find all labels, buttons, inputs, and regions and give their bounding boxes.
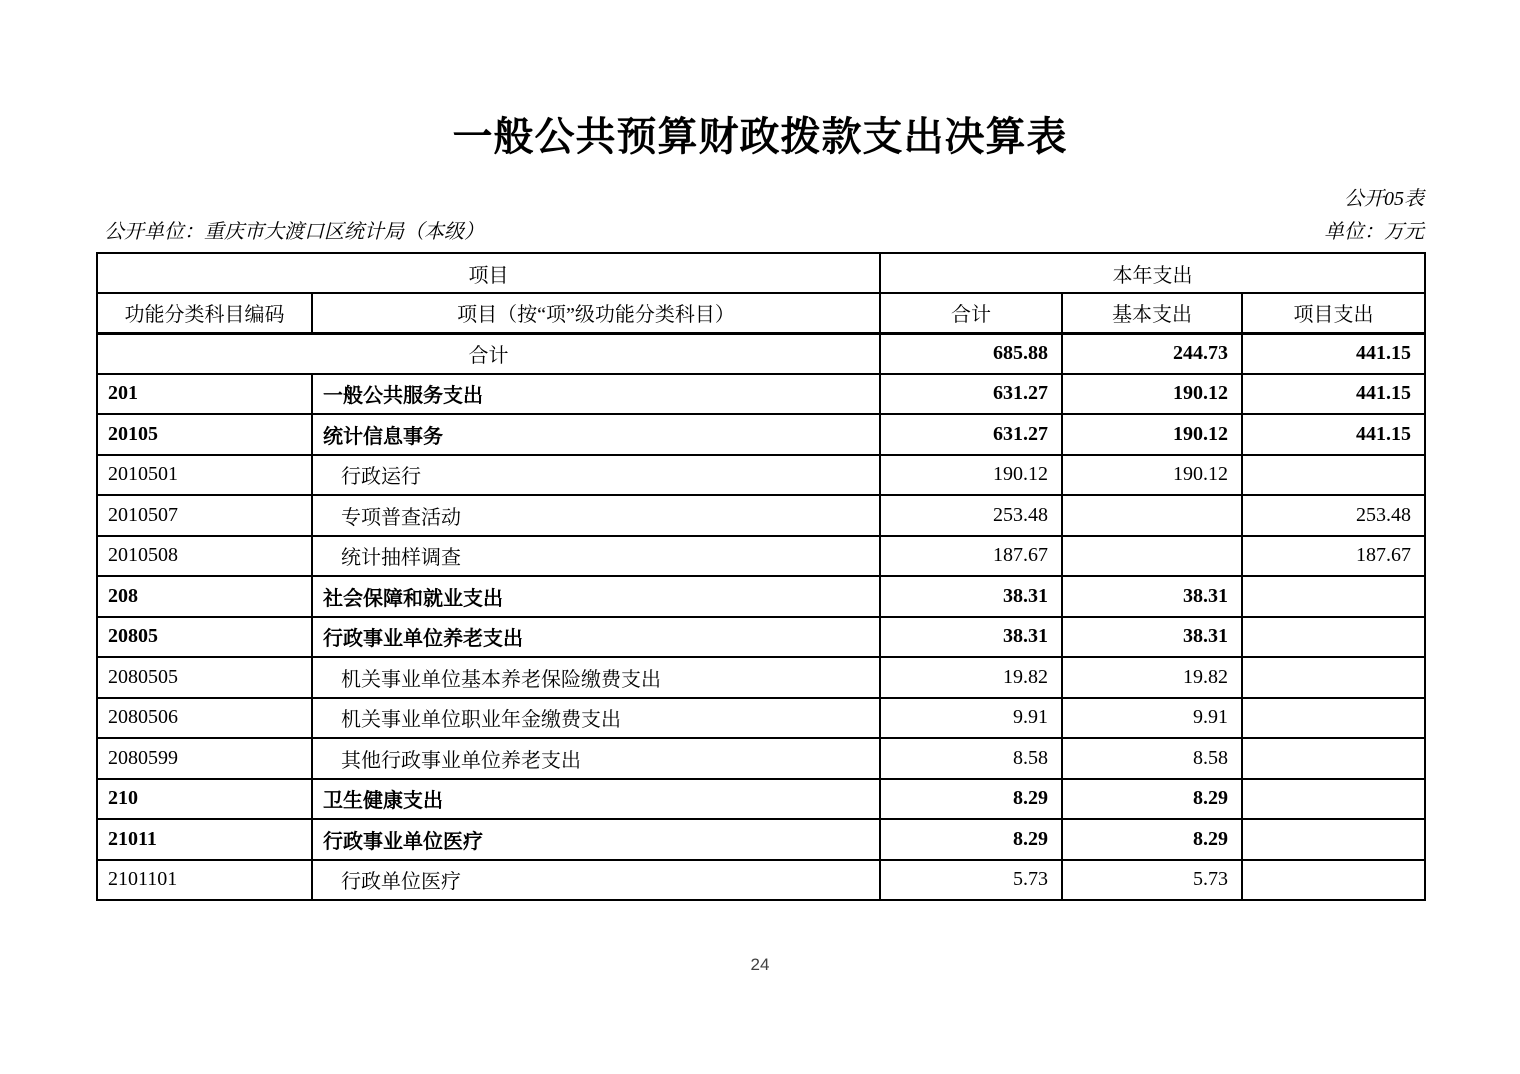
table-row	[97, 333, 1425, 374]
page-title: 一般公共预算财政拨款支出决算表	[452, 115, 1068, 159]
cell-item: 其他行政事业单位养老支出	[312, 738, 880, 779]
cell-project: 187.67	[1242, 536, 1425, 577]
cell-total: 38.31	[880, 617, 1062, 658]
table-row	[97, 374, 1425, 415]
cell-total: 631.27	[880, 374, 1062, 415]
table-row	[97, 414, 1425, 455]
table-header	[97, 253, 1425, 333]
cell-total: 5.73	[880, 860, 1062, 901]
cell-item: 机关事业单位职业年金缴费支出	[312, 698, 880, 739]
cell-basic: 38.31	[1062, 617, 1242, 658]
cell-project	[1242, 819, 1425, 860]
cell-item: 专项普查活动	[312, 495, 880, 536]
cell-total: 631.27	[880, 414, 1062, 455]
cell-project	[1242, 657, 1425, 698]
cell-item: 统计抽样调查	[312, 536, 880, 577]
meta-row	[96, 221, 1424, 243]
table-row	[97, 860, 1425, 901]
cell-basic	[1062, 536, 1242, 577]
cell-total: 19.82	[880, 657, 1062, 698]
content-area	[96, 188, 1424, 901]
cell-item: 一般公共服务支出	[312, 374, 880, 415]
header-col-code: 功能分类科目编码	[97, 293, 312, 333]
cell-project	[1242, 860, 1425, 901]
cell-code: 2010501	[97, 455, 312, 496]
cell-basic: 9.91	[1062, 698, 1242, 739]
cell-total: 9.91	[880, 698, 1062, 739]
cell-basic: 8.29	[1062, 819, 1242, 860]
cell-project	[1242, 576, 1425, 617]
cell-code: 2010508	[97, 536, 312, 577]
cell-code: 20105	[97, 414, 312, 455]
cell-code: 2080506	[97, 698, 312, 739]
table-number-label: 公开05表	[1344, 188, 1424, 210]
table-row	[97, 617, 1425, 658]
cell-code: 20805	[97, 617, 312, 658]
cell-code: 201	[97, 374, 312, 415]
table-row	[97, 455, 1425, 496]
cell-project	[1242, 779, 1425, 820]
cell-total: 8.29	[880, 819, 1062, 860]
org-label: 公开单位：重庆市大渡口区统计局（本级）	[104, 221, 484, 243]
table-row	[97, 576, 1425, 617]
unit-label: 单位：万元	[1324, 221, 1424, 243]
cell-item: 行政事业单位医疗	[312, 819, 880, 860]
cell-project	[1242, 617, 1425, 658]
cell-item: 合计	[97, 333, 880, 374]
cell-project	[1242, 455, 1425, 496]
table-row	[97, 698, 1425, 739]
table-row	[97, 657, 1425, 698]
cell-project: 441.15	[1242, 414, 1425, 455]
cell-code: 2101101	[97, 860, 312, 901]
cell-total: 187.67	[880, 536, 1062, 577]
header-col-basic: 基本支出	[1062, 293, 1242, 333]
header-group-current-year: 本年支出	[880, 253, 1425, 293]
budget-table	[96, 252, 1426, 901]
cell-code: 2080505	[97, 657, 312, 698]
cell-project: 441.15	[1242, 374, 1425, 415]
header-col-project: 项目支出	[1242, 293, 1425, 333]
table-row	[97, 779, 1425, 820]
cell-total: 190.12	[880, 455, 1062, 496]
table-row	[97, 819, 1425, 860]
cell-basic: 190.12	[1062, 455, 1242, 496]
cell-project	[1242, 738, 1425, 779]
cell-total: 253.48	[880, 495, 1062, 536]
cell-item: 行政单位医疗	[312, 860, 880, 901]
cell-basic: 8.58	[1062, 738, 1242, 779]
table-row	[97, 738, 1425, 779]
header-col-total: 合计	[880, 293, 1062, 333]
cell-basic: 38.31	[1062, 576, 1242, 617]
page-number: 24	[750, 955, 770, 974]
cell-basic: 8.29	[1062, 779, 1242, 820]
cell-project: 441.15	[1242, 333, 1425, 374]
cell-code: 2010507	[97, 495, 312, 536]
cell-project: 253.48	[1242, 495, 1425, 536]
header-group-item: 项目	[97, 253, 880, 293]
cell-item: 卫生健康支出	[312, 779, 880, 820]
cell-code: 210	[97, 779, 312, 820]
cell-basic: 5.73	[1062, 860, 1242, 901]
header-group-row	[97, 253, 1425, 293]
cell-item: 机关事业单位基本养老保险缴费支出	[312, 657, 880, 698]
cell-total: 8.58	[880, 738, 1062, 779]
cell-item: 统计信息事务	[312, 414, 880, 455]
cell-basic: 19.82	[1062, 657, 1242, 698]
cell-code: 2080599	[97, 738, 312, 779]
cell-basic: 190.12	[1062, 374, 1242, 415]
cell-item: 社会保障和就业支出	[312, 576, 880, 617]
cell-total: 38.31	[880, 576, 1062, 617]
header-col-item: 项目（按“项”级功能分类科目）	[312, 293, 880, 333]
cell-item: 行政运行	[312, 455, 880, 496]
table-row	[97, 536, 1425, 577]
cell-code: 208	[97, 576, 312, 617]
cell-basic	[1062, 495, 1242, 536]
cell-item: 行政事业单位养老支出	[312, 617, 880, 658]
cell-total: 685.88	[880, 333, 1062, 374]
cell-basic: 244.73	[1062, 333, 1242, 374]
cell-basic: 190.12	[1062, 414, 1242, 455]
cell-code: 21011	[97, 819, 312, 860]
table-body	[97, 333, 1425, 900]
table-row	[97, 495, 1425, 536]
header-columns-row	[97, 293, 1425, 333]
cell-total: 8.29	[880, 779, 1062, 820]
cell-project	[1242, 698, 1425, 739]
